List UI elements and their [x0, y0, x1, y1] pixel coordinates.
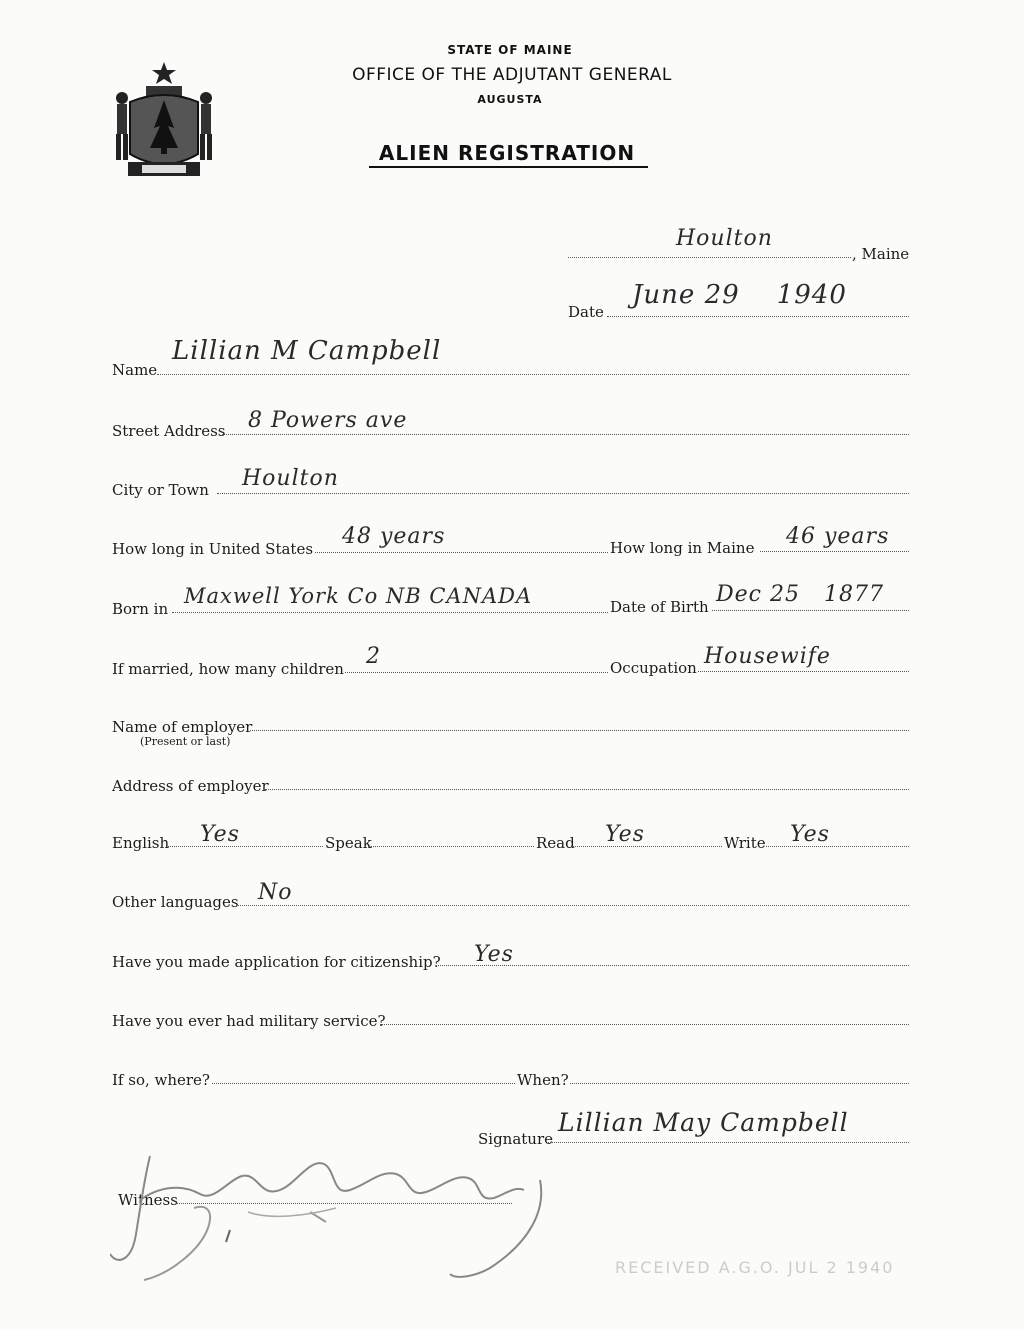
when-line	[570, 1083, 909, 1084]
english-line	[168, 846, 323, 847]
employer-name-line	[250, 730, 909, 731]
street-address-label: Street Address	[112, 422, 226, 440]
form-title: ALIEN REGISTRATION	[378, 141, 636, 165]
military-line	[380, 1024, 909, 1025]
speak-line	[368, 846, 534, 847]
witness-signature-scrawl	[110, 1150, 570, 1290]
citizenship-value: Yes	[474, 942, 514, 967]
dob-label: Date of Birth	[610, 598, 709, 616]
employer-address-label: Address of employer	[112, 777, 269, 795]
signature-label: Signature	[478, 1130, 554, 1148]
date-line	[607, 316, 909, 317]
dob-line	[712, 610, 909, 611]
children-value: 2	[366, 644, 381, 669]
when-label: When?	[517, 1071, 569, 1089]
english-label: English	[112, 834, 170, 852]
occupation-value: Housewife	[704, 644, 831, 669]
born-in-label: Born in	[112, 600, 169, 618]
how-long-us-value: 48 years	[342, 524, 446, 549]
street-address-line	[222, 434, 909, 435]
employer-name-sublabel: (Present or last)	[140, 735, 231, 748]
date-value: June 29 1940	[632, 280, 847, 310]
witness-label: Witness	[118, 1191, 178, 1209]
other-languages-value: No	[258, 880, 293, 905]
city-label: City or Town	[112, 481, 209, 499]
signature-line	[548, 1142, 909, 1143]
how-long-maine-label: How long in Maine	[610, 539, 755, 557]
english-value: Yes	[200, 822, 240, 847]
write-label: Write	[724, 834, 766, 852]
other-languages-line	[238, 905, 909, 906]
citizenship-label: Have you made application for citizenship?	[112, 953, 441, 971]
street-address-value: 8 Powers ave	[248, 408, 408, 433]
name-line	[157, 374, 909, 375]
write-value: Yes	[790, 822, 830, 847]
office-heading: OFFICE OF THE ADJUTANT GENERAL	[352, 65, 672, 85]
state-heading: STATE OF MAINE	[447, 43, 573, 57]
if-so-where-label: If so, where?	[112, 1071, 210, 1089]
place-line	[568, 257, 851, 258]
name-value: Lillian M Campbell	[172, 336, 442, 366]
read-line	[572, 846, 722, 847]
children-label: If married, how many children	[112, 660, 344, 678]
how-long-maine-value: 46 years	[786, 524, 890, 549]
speak-label: Speak	[325, 834, 372, 852]
occupation-label: Occupation	[610, 659, 697, 677]
title-underline	[369, 166, 648, 168]
employer-name-label: Name of employer	[112, 718, 253, 736]
other-languages-label: Other languages	[112, 893, 239, 911]
received-stamp: RECEIVED A.G.O. JUL 2 1940	[615, 1258, 895, 1277]
place-value: Houlton	[676, 226, 773, 251]
write-line	[766, 846, 909, 847]
name-label: Name	[112, 361, 158, 379]
dob-value: Dec 25 1877	[716, 582, 884, 607]
how-long-us-label: How long in United States	[112, 540, 314, 558]
how-long-maine-line	[760, 551, 909, 552]
born-in-value: Maxwell York Co NB CANADA	[184, 584, 533, 608]
if-so-where-line	[212, 1083, 515, 1084]
place-suffix: , Maine	[852, 245, 910, 263]
born-in-line	[172, 612, 608, 613]
occupation-line	[698, 671, 909, 672]
date-label: Date	[568, 303, 604, 321]
how-long-us-line	[315, 552, 608, 553]
children-line	[345, 672, 608, 673]
military-label: Have you ever had military service?	[112, 1012, 386, 1030]
city-line	[217, 493, 909, 494]
read-label: Read	[536, 834, 575, 852]
read-value: Yes	[605, 822, 645, 847]
city-heading: AUGUSTA	[477, 93, 543, 106]
employer-address-line	[265, 789, 909, 790]
city-value: Houlton	[242, 466, 339, 491]
signature-value: Lillian May Campbell	[558, 1108, 849, 1137]
